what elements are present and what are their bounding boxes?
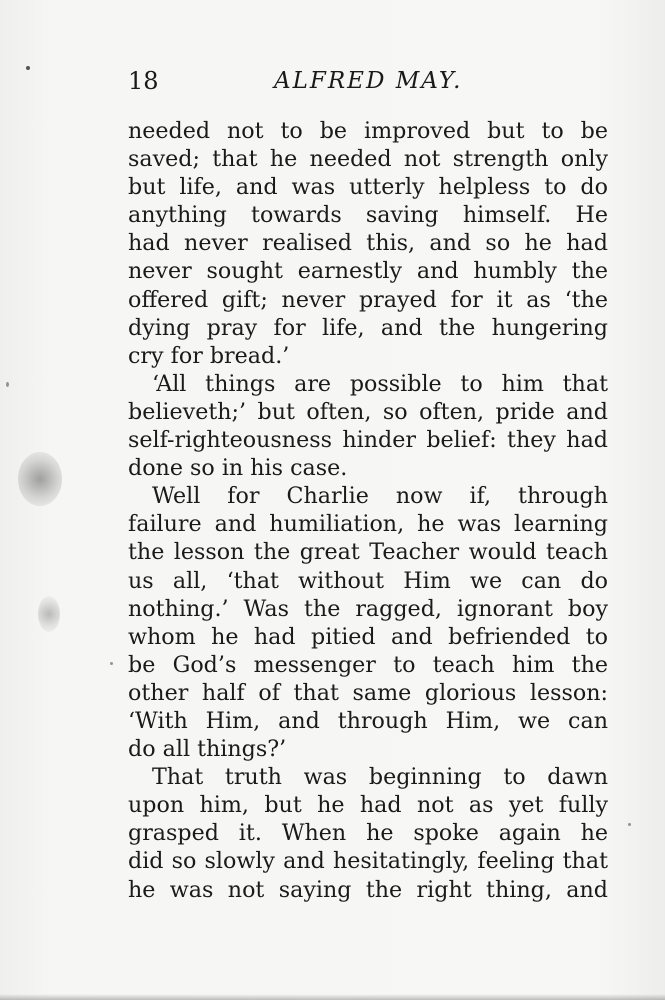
page-bottom-edge	[0, 994, 665, 1000]
text-line: saved; that he needed not strength only	[128, 146, 608, 173]
text-line: had never realised this, and so he had	[128, 230, 608, 257]
text-line: believeth;’ but often, so often, pride and	[128, 398, 608, 425]
text-line: Well for Charlie now if, through	[152, 483, 608, 510]
text-line: us all, ‘that without Him we can do	[128, 567, 608, 594]
text-line: be God’s messenger to teach him the	[128, 651, 608, 678]
text-line: self-righteousness hinder belief: they had	[128, 427, 608, 454]
running-title: ALFRED MAY.	[274, 68, 463, 94]
text-line: That truth was beginning to dawn	[152, 764, 608, 791]
text-line: ‘With Him, and through Him, we can	[128, 707, 608, 734]
text-line: offered gift; never prayed for it as ‘the	[128, 286, 608, 313]
text-line: grasped it. When he spoke again he	[128, 820, 608, 847]
text-line: ‘All things are possible to him that	[152, 370, 608, 397]
text-line: dying pray for life, and the hungering	[128, 314, 608, 341]
speck-mark	[6, 382, 9, 387]
text-line: did so slowly and hesitatingly, feeling that	[128, 848, 608, 875]
ink-smudge	[38, 596, 60, 632]
speck-mark	[110, 662, 113, 665]
page-number: 18	[128, 67, 159, 95]
text-line: anything towards saving himself. He	[128, 202, 608, 229]
text-line: needed not to be improved but to be	[128, 118, 608, 144]
text-line: whom he had pitied and befriended to	[128, 623, 608, 650]
text-line: never sought earnestly and humbly the	[128, 258, 608, 285]
text-line: he was not saying the right thing, and	[128, 876, 608, 903]
text-line: upon him, but he had not as yet fully	[128, 792, 608, 819]
text-line: do all things?’	[128, 736, 287, 763]
speck-mark	[628, 823, 631, 826]
page-header	[128, 66, 608, 96]
text-line: nothing.’ Was the ragged, ignorant boy	[128, 595, 608, 622]
body-text	[128, 117, 608, 904]
text-line: cry for bread.’	[128, 342, 290, 369]
text-line: done so in his case.	[128, 455, 348, 482]
text-line: other half of that same glorious lesson:	[128, 679, 608, 706]
text-line: the lesson the great Teacher would teach	[128, 539, 608, 566]
ink-smudge	[18, 452, 62, 506]
text-line: but life, and was utterly helpless to do	[128, 174, 608, 201]
speck-mark	[26, 66, 30, 70]
text-line: failure and humiliation, he was learning	[128, 511, 608, 538]
